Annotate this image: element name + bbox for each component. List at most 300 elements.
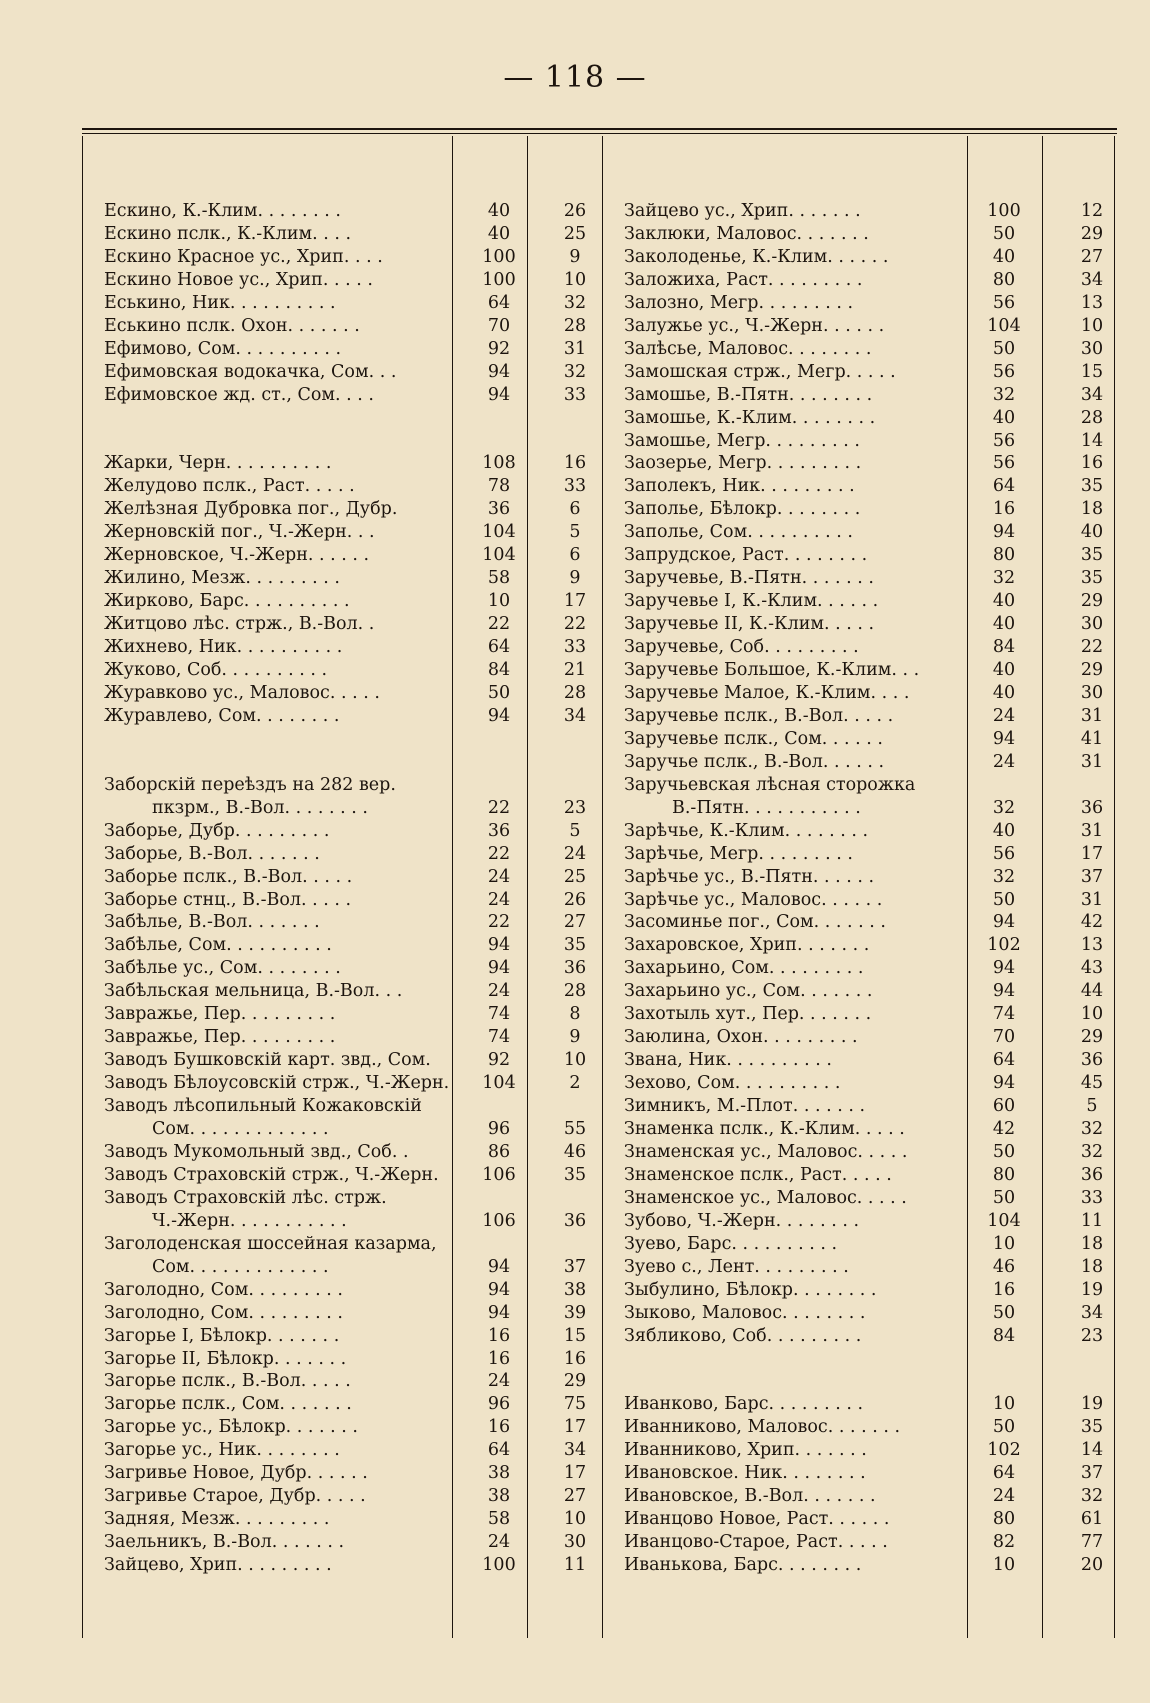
place-name: Житцово лѣс. стрж., В.-Вол. .	[104, 614, 375, 635]
place-name: Заводъ Страховскій лѣс. стрж.	[104, 1187, 387, 1208]
map-sheet-number: 82	[992, 1532, 1016, 1553]
square-number: 17	[563, 1417, 587, 1438]
square-number: 17	[563, 591, 587, 612]
map-sheet-number: 50	[992, 1187, 1016, 1208]
index-entry-row	[104, 682, 629, 704]
square-number: 32	[1080, 1141, 1104, 1162]
square-number: 30	[1080, 614, 1104, 635]
square-number: 16	[563, 1348, 587, 1369]
square-number: 36	[563, 1210, 587, 1231]
place-name: Загривье Старое, Дубр. . . . .	[104, 1486, 366, 1507]
place-name: Зуево с., Лент. . . . . . . . .	[624, 1256, 849, 1277]
place-name: Загорье пслк., В.-Вол. . . . .	[104, 1371, 351, 1392]
index-entry-row	[624, 636, 1124, 658]
square-number: 37	[1080, 866, 1104, 887]
map-sheet-number: 94	[487, 1279, 511, 1300]
index-entry-row	[624, 407, 1124, 429]
place-name: Загорье ус., Бѣлокр. . . . . . .	[104, 1417, 358, 1438]
place-name: Заручьевская лѣсная сторожка	[624, 774, 916, 795]
index-entry-row	[104, 292, 629, 314]
place-name: Завражье, Пер. . . . . . . . .	[104, 1004, 336, 1025]
map-sheet-number: 104	[482, 1073, 516, 1094]
index-entry-row	[104, 1439, 629, 1461]
place-name: пкзрм., В.-Вол. . . . . . . .	[152, 797, 368, 818]
square-number: 61	[1080, 1509, 1104, 1530]
map-sheet-number: 40	[992, 820, 1016, 841]
place-name: Жирково, Барс. . . . . . . . . .	[104, 591, 350, 612]
place-name: Зуево, Барс. . . . . . . . . .	[624, 1233, 838, 1254]
square-number: 14	[1080, 430, 1104, 451]
square-number: 10	[563, 1509, 587, 1530]
index-entry-row	[104, 911, 629, 933]
index-entry-row	[624, 843, 1124, 865]
place-name: Ивановское, В.-Вол. . . . . . .	[624, 1486, 876, 1507]
place-name: Заручье пслк., В.-Вол. . . . . .	[624, 751, 885, 772]
square-number: 35	[563, 1164, 587, 1185]
square-number: 28	[563, 315, 587, 336]
map-sheet-number: 56	[992, 430, 1016, 451]
place-name: Заборье, В.-Вол. . . . . . .	[104, 843, 320, 864]
square-number: 25	[563, 223, 587, 244]
map-sheet-number: 92	[487, 338, 511, 359]
map-sheet-number: 64	[487, 1440, 511, 1461]
square-number: 14	[1080, 1440, 1104, 1461]
index-entry-row	[104, 774, 629, 796]
index-entry-row	[624, 866, 1124, 888]
square-number: 31	[1080, 820, 1104, 841]
place-name: Зябликово, Соб. . . . . . . . .	[624, 1325, 862, 1346]
place-name: Зайцево ус., Хрип. . . . . . .	[624, 201, 861, 221]
index-entry-row	[624, 1370, 1124, 1392]
map-sheet-number: 40	[992, 246, 1016, 267]
place-name: Заручевье пслк., Сом. . . . . .	[624, 728, 883, 749]
place-name: Загривье Новое, Дубр. . . . . .	[104, 1463, 368, 1484]
place-name: Ч.-Жерн. . . . . . . . . . .	[152, 1210, 347, 1231]
place-name: Заполье, Бѣлокр. . . . . . . .	[624, 499, 861, 520]
index-entry-row	[624, 315, 1124, 337]
square-number: 9	[569, 1027, 581, 1048]
place-name: Засоминье пог., Сом. . . . . . .	[624, 912, 886, 933]
place-name: Сом. . . . . . . . . . . . .	[152, 1119, 329, 1139]
top-rule	[82, 128, 1117, 130]
map-sheet-number: 64	[487, 292, 511, 313]
index-entry-row	[624, 682, 1124, 704]
index-entry-row	[104, 1508, 629, 1530]
map-sheet-number: 94	[487, 958, 511, 979]
place-name: Заручевье пслк., В.-Вол. . . . .	[624, 705, 894, 726]
index-entry-row	[624, 1279, 1124, 1301]
square-number: 37	[563, 1256, 587, 1277]
place-name: Зехово, Сом. . . . . . . . . .	[624, 1073, 841, 1094]
map-sheet-number: 94	[992, 1073, 1016, 1094]
map-sheet-number: 80	[992, 1509, 1016, 1530]
index-entry-row	[104, 980, 629, 1002]
index-entry-row	[104, 705, 629, 727]
map-sheet-number: 94	[487, 935, 511, 956]
map-sheet-number: 10	[992, 1555, 1016, 1576]
place-name: Замошье, Мегр. . . . . . . . .	[624, 430, 860, 451]
square-number: 24	[563, 843, 587, 864]
square-number: 36	[563, 958, 587, 979]
map-sheet-number: 40	[992, 682, 1016, 703]
map-sheet-number: 80	[992, 1164, 1016, 1185]
index-entry-row	[624, 705, 1124, 727]
square-number: 33	[1080, 1187, 1104, 1208]
place-name: Заводъ Бушковскій карт. звд., Сом.	[104, 1050, 431, 1071]
square-number: 46	[563, 1141, 587, 1162]
map-sheet-number: 50	[487, 682, 511, 703]
index-entry-row	[624, 452, 1124, 474]
index-entry-row	[104, 1256, 629, 1278]
map-sheet-number: 58	[487, 568, 511, 589]
index-entry-row	[104, 843, 629, 865]
place-name: Заголодно, Сом. . . . . . . . .	[104, 1279, 343, 1300]
place-name: Заборье, Дубр. . . . . . . . .	[104, 820, 330, 841]
place-name: Зарѣчье ус., Маловос. . . . . .	[624, 889, 883, 910]
map-sheet-number: 94	[992, 522, 1016, 543]
square-number: 36	[1080, 1050, 1104, 1071]
square-number: 32	[563, 292, 587, 313]
map-sheet-number: 32	[992, 866, 1016, 887]
place-name: Ескино, К.-Клим. . . . . . . .	[104, 201, 341, 221]
map-sheet-number: 80	[992, 545, 1016, 566]
index-entry-row	[624, 659, 1124, 681]
place-name: Замошье, К.-Клим. . . . . . . .	[624, 407, 876, 428]
map-sheet-number: 32	[992, 384, 1016, 405]
index-entry-row	[624, 1026, 1124, 1048]
index-entry-row	[624, 1164, 1124, 1186]
square-number: 17	[563, 1463, 587, 1484]
index-entry-row	[104, 934, 629, 956]
index-entry-row	[104, 246, 629, 268]
map-sheet-number: 24	[487, 981, 511, 1002]
map-sheet-number: 40	[992, 614, 1016, 635]
place-name: Ефимово, Сом. . . . . . . . . .	[104, 338, 342, 359]
place-name: Заложиха, Раст. . . . . . . . .	[624, 269, 863, 290]
map-sheet-number: 16	[487, 1325, 511, 1346]
place-name: Заполье, Сом. . . . . . . . . .	[624, 522, 853, 543]
square-number: 34	[563, 705, 587, 726]
place-name: Захарьино, Сом. . . . . . . . .	[624, 958, 864, 979]
index-entry-row	[624, 911, 1124, 933]
map-sheet-number: 92	[487, 1050, 511, 1071]
index-entry-row	[624, 498, 1124, 520]
index-entry-row	[624, 590, 1124, 612]
map-sheet-number: 64	[992, 1463, 1016, 1484]
map-sheet-number: 60	[992, 1096, 1016, 1117]
square-number: 28	[563, 981, 587, 1002]
place-name: Ивановское. Ник. . . . . . . .	[624, 1463, 866, 1484]
square-number: 5	[1086, 1096, 1098, 1117]
map-sheet-number: 24	[487, 866, 511, 887]
index-entry-row	[104, 1348, 629, 1370]
square-number: 12	[1080, 201, 1104, 221]
square-number: 29	[1080, 223, 1104, 244]
index-entry-row	[104, 361, 629, 383]
place-name: Зыбулино, Бѣлокр. . . . . . . .	[624, 1279, 877, 1300]
place-name: Зайцево, Хрип. . . . . . . . .	[104, 1555, 332, 1576]
place-name: Заборскій переѣздъ на 282 вер.	[104, 774, 396, 795]
square-number: 26	[563, 201, 587, 221]
square-number: 41	[1080, 728, 1104, 749]
index-entry-row	[104, 338, 629, 360]
map-sheet-number: 104	[482, 522, 516, 543]
square-number: 30	[563, 1532, 587, 1553]
square-number: 44	[1080, 981, 1104, 1002]
index-entry-row	[104, 475, 629, 497]
square-number: 35	[1080, 545, 1104, 566]
square-number: 10	[563, 269, 587, 290]
index-entry-row	[104, 452, 629, 474]
square-number: 20	[1080, 1555, 1104, 1576]
square-number: 29	[563, 1371, 587, 1392]
index-entry-row	[624, 269, 1124, 291]
place-name: Заголодно, Сом. . . . . . . . .	[104, 1302, 343, 1323]
map-sheet-number: 64	[487, 637, 511, 658]
index-entry-row	[624, 1325, 1124, 1347]
square-number: 31	[1080, 889, 1104, 910]
map-sheet-number: 102	[987, 1440, 1021, 1461]
place-name: Иванькова, Барс. . . . . . . .	[624, 1555, 862, 1576]
map-sheet-number: 40	[992, 407, 1016, 428]
index-entry-row	[104, 430, 629, 452]
index-entry-row	[624, 1072, 1124, 1094]
page-number: — 118 —	[503, 60, 647, 95]
index-entry-row	[104, 1462, 629, 1484]
index-entry-row	[624, 246, 1124, 268]
place-name: Журавлево, Сом. . . . . . . .	[104, 705, 340, 726]
square-number: 35	[1080, 568, 1104, 589]
square-number: 6	[569, 499, 581, 520]
place-name: В.-Пятн. . . . . . . . . . .	[672, 797, 861, 818]
map-sheet-number: 24	[487, 1371, 511, 1392]
square-number: 36	[1080, 797, 1104, 818]
square-number: 30	[1080, 682, 1104, 703]
index-entry-row	[104, 659, 629, 681]
index-entry-row	[624, 751, 1124, 773]
square-number: 28	[563, 682, 587, 703]
map-sheet-number: 94	[487, 1256, 511, 1277]
place-name: Заручевье, В.-Пятн. . . . . . .	[624, 568, 874, 589]
square-number: 34	[1080, 269, 1104, 290]
index-entry-row	[624, 820, 1124, 842]
place-name: Заборье стнц., В.-Вол. . . . .	[104, 889, 352, 910]
square-number: 17	[1080, 843, 1104, 864]
place-name: Загорье ус., Ник. . . . . . . .	[104, 1440, 340, 1461]
map-sheet-number: 78	[487, 476, 511, 497]
square-number: 34	[1080, 1302, 1104, 1323]
map-sheet-number: 84	[992, 1325, 1016, 1346]
index-entry-row	[624, 1462, 1124, 1484]
square-number: 13	[1080, 935, 1104, 956]
map-sheet-number: 94	[487, 705, 511, 726]
place-name: Замошье, В.-Пятн. . . . . . . .	[624, 384, 873, 405]
square-number: 29	[1080, 591, 1104, 612]
square-number: 42	[1080, 912, 1104, 933]
index-entry-row	[624, 1095, 1124, 1117]
square-number: 35	[1080, 1417, 1104, 1438]
map-sheet-number: 94	[487, 361, 511, 382]
index-entry-row	[624, 1210, 1124, 1232]
square-number: 55	[563, 1119, 587, 1139]
square-number: 27	[1080, 246, 1104, 267]
place-name: Знаменское пслк., Раст. . . . .	[624, 1164, 892, 1185]
map-sheet-number: 100	[482, 269, 516, 290]
index-entry-row	[104, 544, 629, 566]
map-sheet-number: 56	[992, 843, 1016, 864]
square-number: 35	[1080, 476, 1104, 497]
place-name: Жуково, Соб. . . . . . . . . .	[104, 660, 328, 680]
map-sheet-number: 40	[992, 660, 1016, 680]
place-name: Забѣлье ус., Сом. . . . . . . .	[104, 958, 341, 979]
square-number: 15	[563, 1325, 587, 1346]
square-number: 19	[1080, 1279, 1104, 1300]
index-entry-row	[624, 475, 1124, 497]
square-number: 5	[569, 820, 581, 841]
map-sheet-number: 46	[992, 1256, 1016, 1277]
index-entry-row	[624, 1393, 1124, 1415]
place-name: Захаровское, Хрип. . . . . . .	[624, 935, 870, 956]
index-entry-row	[104, 1554, 629, 1576]
index-entry-row	[624, 1233, 1124, 1255]
place-name: Заголоденская шоссейная казарма,	[104, 1233, 437, 1254]
index-entry-row	[104, 1164, 629, 1186]
place-name: Запрудское, Раст. . . . . . . .	[624, 545, 868, 566]
map-sheet-number: 100	[987, 201, 1021, 221]
map-sheet-number: 50	[992, 1302, 1016, 1323]
index-entry-row	[624, 1485, 1124, 1507]
index-entry-row	[104, 1003, 629, 1025]
map-sheet-number: 56	[992, 361, 1016, 382]
index-entry-row	[624, 1416, 1124, 1438]
place-name: Желудово пслк., Раст. . . . .	[104, 476, 355, 497]
index-entry-row	[104, 866, 629, 888]
place-name: Жерновское, Ч.-Жерн. . . . . .	[104, 545, 370, 566]
index-entry-row	[624, 1187, 1124, 1209]
map-sheet-number: 36	[487, 820, 511, 841]
map-sheet-number: 50	[992, 223, 1016, 244]
index-entry-row	[624, 1302, 1124, 1324]
index-entry-row	[104, 1531, 629, 1553]
index-entry-row	[624, 1256, 1124, 1278]
map-sheet-number: 74	[992, 1004, 1016, 1025]
map-sheet-number: 10	[487, 591, 511, 612]
place-name: Заельникъ, В.-Вол. . . . . . .	[104, 1532, 345, 1553]
place-name: Заборье пслк., В.-Вол. . . . .	[104, 866, 353, 887]
index-entry-row	[624, 430, 1124, 452]
map-sheet-number: 24	[992, 1486, 1016, 1507]
place-name: Еськино, Ник. . . . . . . . . .	[104, 292, 336, 313]
square-number: 16	[563, 453, 587, 474]
map-sheet-number: 104	[987, 1210, 1021, 1231]
place-name: Еськино пслк. Охон. . . . . . .	[104, 315, 360, 336]
square-number: 32	[1080, 1119, 1104, 1139]
index-entry-row	[104, 223, 629, 245]
index-entry-row	[624, 361, 1124, 383]
place-name: Заручевье I, К.-Клим. . . . . .	[624, 591, 879, 612]
place-name: Зубово, Ч.-Жерн. . . . . . . .	[624, 1210, 860, 1231]
index-entry-row	[104, 521, 629, 543]
place-name: Знаменская ус., Маловос. . . . .	[624, 1141, 908, 1162]
map-sheet-number: 64	[992, 476, 1016, 497]
place-name: Иванниково, Хрип. . . . . . .	[624, 1440, 867, 1461]
map-sheet-number: 94	[487, 384, 511, 405]
place-name: Жерновскій пог., Ч.-Жерн. . .	[104, 522, 375, 543]
square-number: 33	[563, 637, 587, 658]
map-sheet-number: 104	[482, 545, 516, 566]
map-sheet-number: 94	[992, 958, 1016, 979]
index-entry-row	[104, 1026, 629, 1048]
map-sheet-number: 36	[487, 499, 511, 520]
map-sheet-number: 80	[992, 269, 1016, 290]
map-sheet-number: 102	[987, 935, 1021, 956]
square-number: 6	[569, 545, 581, 566]
square-number: 27	[563, 1486, 587, 1507]
index-entry-row	[104, 1485, 629, 1507]
map-sheet-number: 32	[992, 797, 1016, 818]
index-entry-row	[624, 1141, 1124, 1163]
index-entry-row	[104, 315, 629, 337]
square-number: 32	[1080, 1486, 1104, 1507]
map-sheet-number: 50	[992, 889, 1016, 910]
map-sheet-number: 50	[992, 1141, 1016, 1162]
square-number: 23	[1080, 1325, 1104, 1346]
square-number: 22	[563, 614, 587, 635]
index-entry-row	[624, 223, 1124, 245]
map-sheet-number: 86	[487, 1141, 511, 1162]
square-number: 31	[1080, 705, 1104, 726]
square-number: 13	[1080, 292, 1104, 313]
index-entry-row	[104, 1416, 629, 1438]
map-sheet-number: 74	[487, 1027, 511, 1048]
index-entry-row	[624, 544, 1124, 566]
place-name: Сом. . . . . . . . . . . . .	[152, 1256, 329, 1277]
square-number: 45	[1080, 1073, 1104, 1094]
place-name: Заводъ лѣсопильный Кожаковскій	[104, 1096, 422, 1117]
map-sheet-number: 50	[992, 338, 1016, 359]
place-name: Заводъ Бѣлоусовскій стрж., Ч.-Жерн.	[104, 1073, 449, 1094]
square-number: 8	[569, 1004, 581, 1025]
square-number: 38	[563, 1279, 587, 1300]
index-entry-row	[104, 1072, 629, 1094]
square-number: 28	[1080, 407, 1104, 428]
place-name: Жихнево, Ник. . . . . . . . . .	[104, 637, 343, 658]
square-number: 9	[569, 568, 581, 589]
index-entry-row	[624, 384, 1124, 406]
square-number: 11	[1080, 1210, 1104, 1231]
index-entry-row	[624, 1049, 1124, 1071]
place-name: Загорье I, Бѣлокр. . . . . . .	[104, 1325, 340, 1346]
index-entry-row	[624, 957, 1124, 979]
place-name: Залозно, Мегр. . . . . . . . .	[624, 292, 854, 313]
place-name: Иванково, Барс. . . . . . . . .	[624, 1394, 864, 1415]
map-sheet-number: 40	[487, 201, 511, 221]
map-sheet-number: 16	[992, 499, 1016, 520]
index-entry-row	[104, 751, 629, 773]
square-number: 32	[563, 361, 587, 382]
map-sheet-number: 16	[487, 1417, 511, 1438]
map-sheet-number: 74	[487, 1004, 511, 1025]
index-entry-row	[624, 292, 1124, 314]
place-name: Иванниково, Маловос. . . . . . .	[624, 1417, 901, 1438]
index-entry-row	[104, 407, 629, 429]
square-number: 29	[1080, 660, 1104, 680]
map-sheet-number: 22	[487, 912, 511, 933]
map-sheet-number: 22	[487, 843, 511, 864]
place-name: Заручевье Малое, К.-Клим. . . .	[624, 682, 910, 703]
place-name: Зарѣчье, К.-Клим. . . . . . . .	[624, 820, 869, 841]
square-number: 34	[1080, 384, 1104, 405]
